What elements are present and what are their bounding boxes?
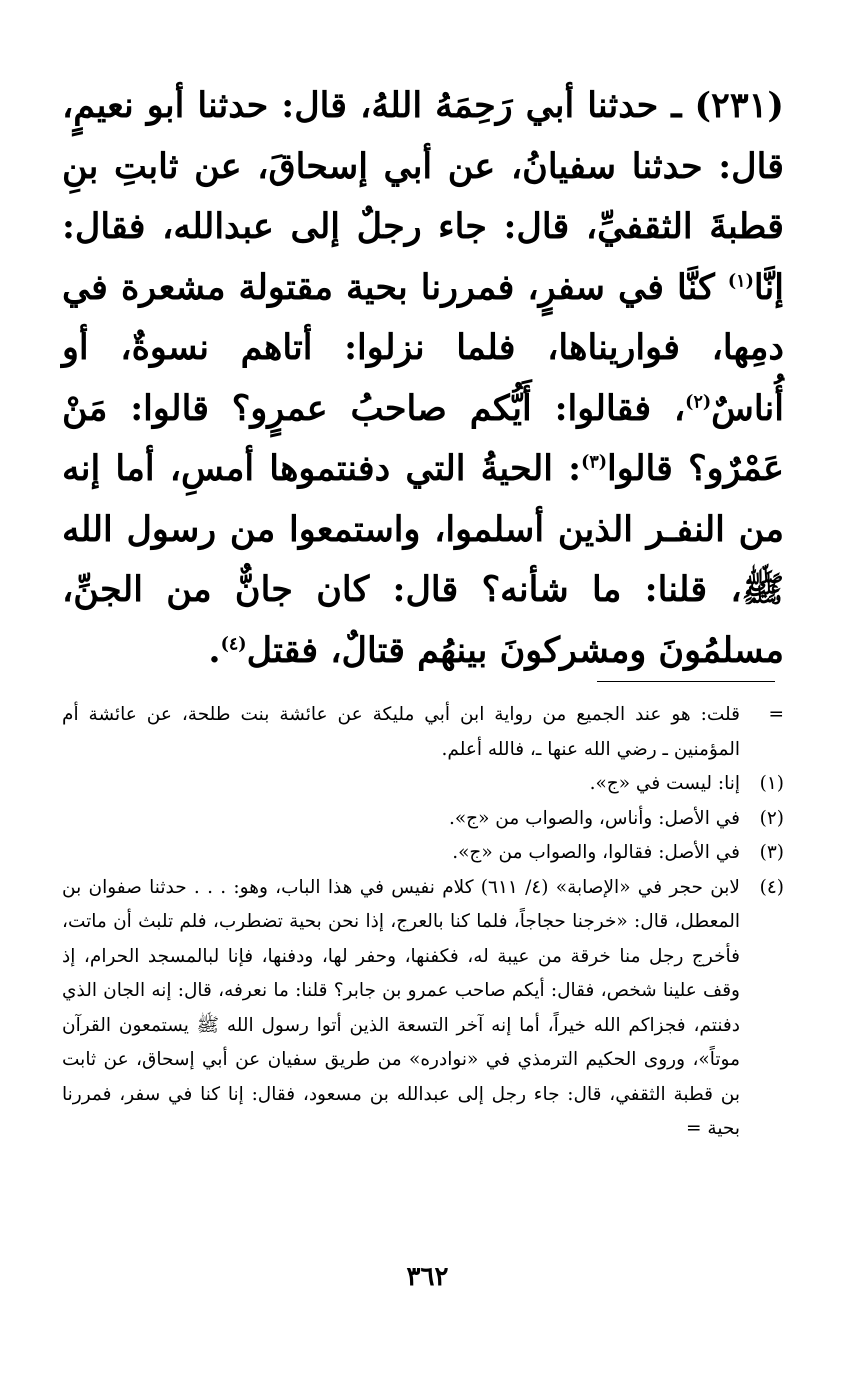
footnote-2 <box>62 802 784 837</box>
footnotes <box>62 698 784 1147</box>
footnote-4 <box>62 871 784 1147</box>
footnote-divider <box>597 681 775 682</box>
hadith-segment: . <box>208 629 221 671</box>
hadith-lead: ـ حدثنا أبي رَحِمَهُ اللهُ <box>371 85 695 126</box>
footnote-continuation <box>62 698 784 767</box>
footnote-marker: (٤) <box>759 876 784 898</box>
hadith-text <box>62 76 784 681</box>
footnote-text: قلت: هو عند الجميع من رواية ابن أبي مليكة عن عائشة بنت طلحة، عن عائشة أم المؤمنين ـ رضي الله عنها ـ، فالله أعلم. <box>62 704 740 760</box>
footnote-ref-2[interactable]: (٢) <box>685 391 712 412</box>
hadith-number: (٢٣١) <box>694 85 784 126</box>
hadith-segment: ، قال: حدثنا أبو نعيمٍ، قال: حدثنا سفيانُ، عن أبي إسحاقَ، عن ثابتِ بنِ قطبةَ الثقفيِّ، قال: جاء رجلٌ إلى عبدالله، فقال: إنَّا <box>62 85 784 308</box>
footnote-3 <box>62 836 784 871</box>
footnote-1 <box>62 767 784 802</box>
footnote-ref-4[interactable]: (٤) <box>220 633 247 654</box>
hadith-segment: ، فقالوا: أَيُّكم صاحبُ عمرٍو؟ قالوا: مَنْ عَمْرٌو؟ قالوا <box>62 387 784 489</box>
footnote-marker: (١) <box>759 773 784 794</box>
footnote-marker: = <box>768 704 784 725</box>
footnote-marker: (٣) <box>759 842 784 863</box>
footnote-text: في الأصل: فقالوا، والصواب من «ج». <box>452 842 740 863</box>
footnote-ref-3[interactable]: (٣) <box>581 452 608 473</box>
footnote-text: في الأصل: وأناس، والصواب من «ج». <box>448 807 740 829</box>
hadith-segment: كنَّا في سفرٍ، فمررنا بحية مقتولة مشعرة في دمِها، فواريناها، فلما نزلوا: أتاهم نسوةٌ، أو أُناسٌ <box>62 266 784 429</box>
footnote-text: لابن حجر في «الإصابة» (٤/ ٦١١) كلام نفيس في هذا الباب، وهو: . . . حدثنا صفوان بن المعطل، قال: «خرجنا حجاجاً، فلما كنا بالعرج، إذا نحن بحية تضطرب، فلم تلبث أن ماتت، فأخرج رجل منا خرقة من عيبة له، فكفنها، وحفر لها، ودفنها، فإنا لبالمسجد الحرام، إذ وقف علينا شخص، فقال: أيكم صاحب عمرو بن جابر؟ قلنا: ما نعرفه، قال: إنه الجان الذي دفنتم، فجزاكم الله خيراً، أما إنه آخر التسعة الذين أتوا رسول الله ﷺ يستمعون القرآن موتاً»، وروى الحكيم الترمذي في «نوادره» من طريق سفيان عن أبي إسحاق، عن ثابت بن قطبة الثقفي، قال: جاء رجل إلى عبدالله بن مسعود، فقال: إنا كنا في سفر، فمررنا بحية = <box>62 876 740 1139</box>
footnote-marker: (٢) <box>759 807 784 829</box>
page-number: ٣٦٢ <box>406 1262 449 1292</box>
hadith-segment: : الحيةُ التي دفنتموها أمسِ، أما إنه من النفـر الذين أسلموا، واستمعوا من رسول الله ﷺ، قلنا: ما شأنه؟ قال: كان جانٌّ من الجنِّ، مسلمُونَ ومشركونَ بينهُم قتالٌ، فقتل <box>62 448 784 671</box>
footnote-ref-1[interactable]: (١) <box>727 270 754 291</box>
footnote-text: إنا: ليست في «ج». <box>589 773 740 794</box>
